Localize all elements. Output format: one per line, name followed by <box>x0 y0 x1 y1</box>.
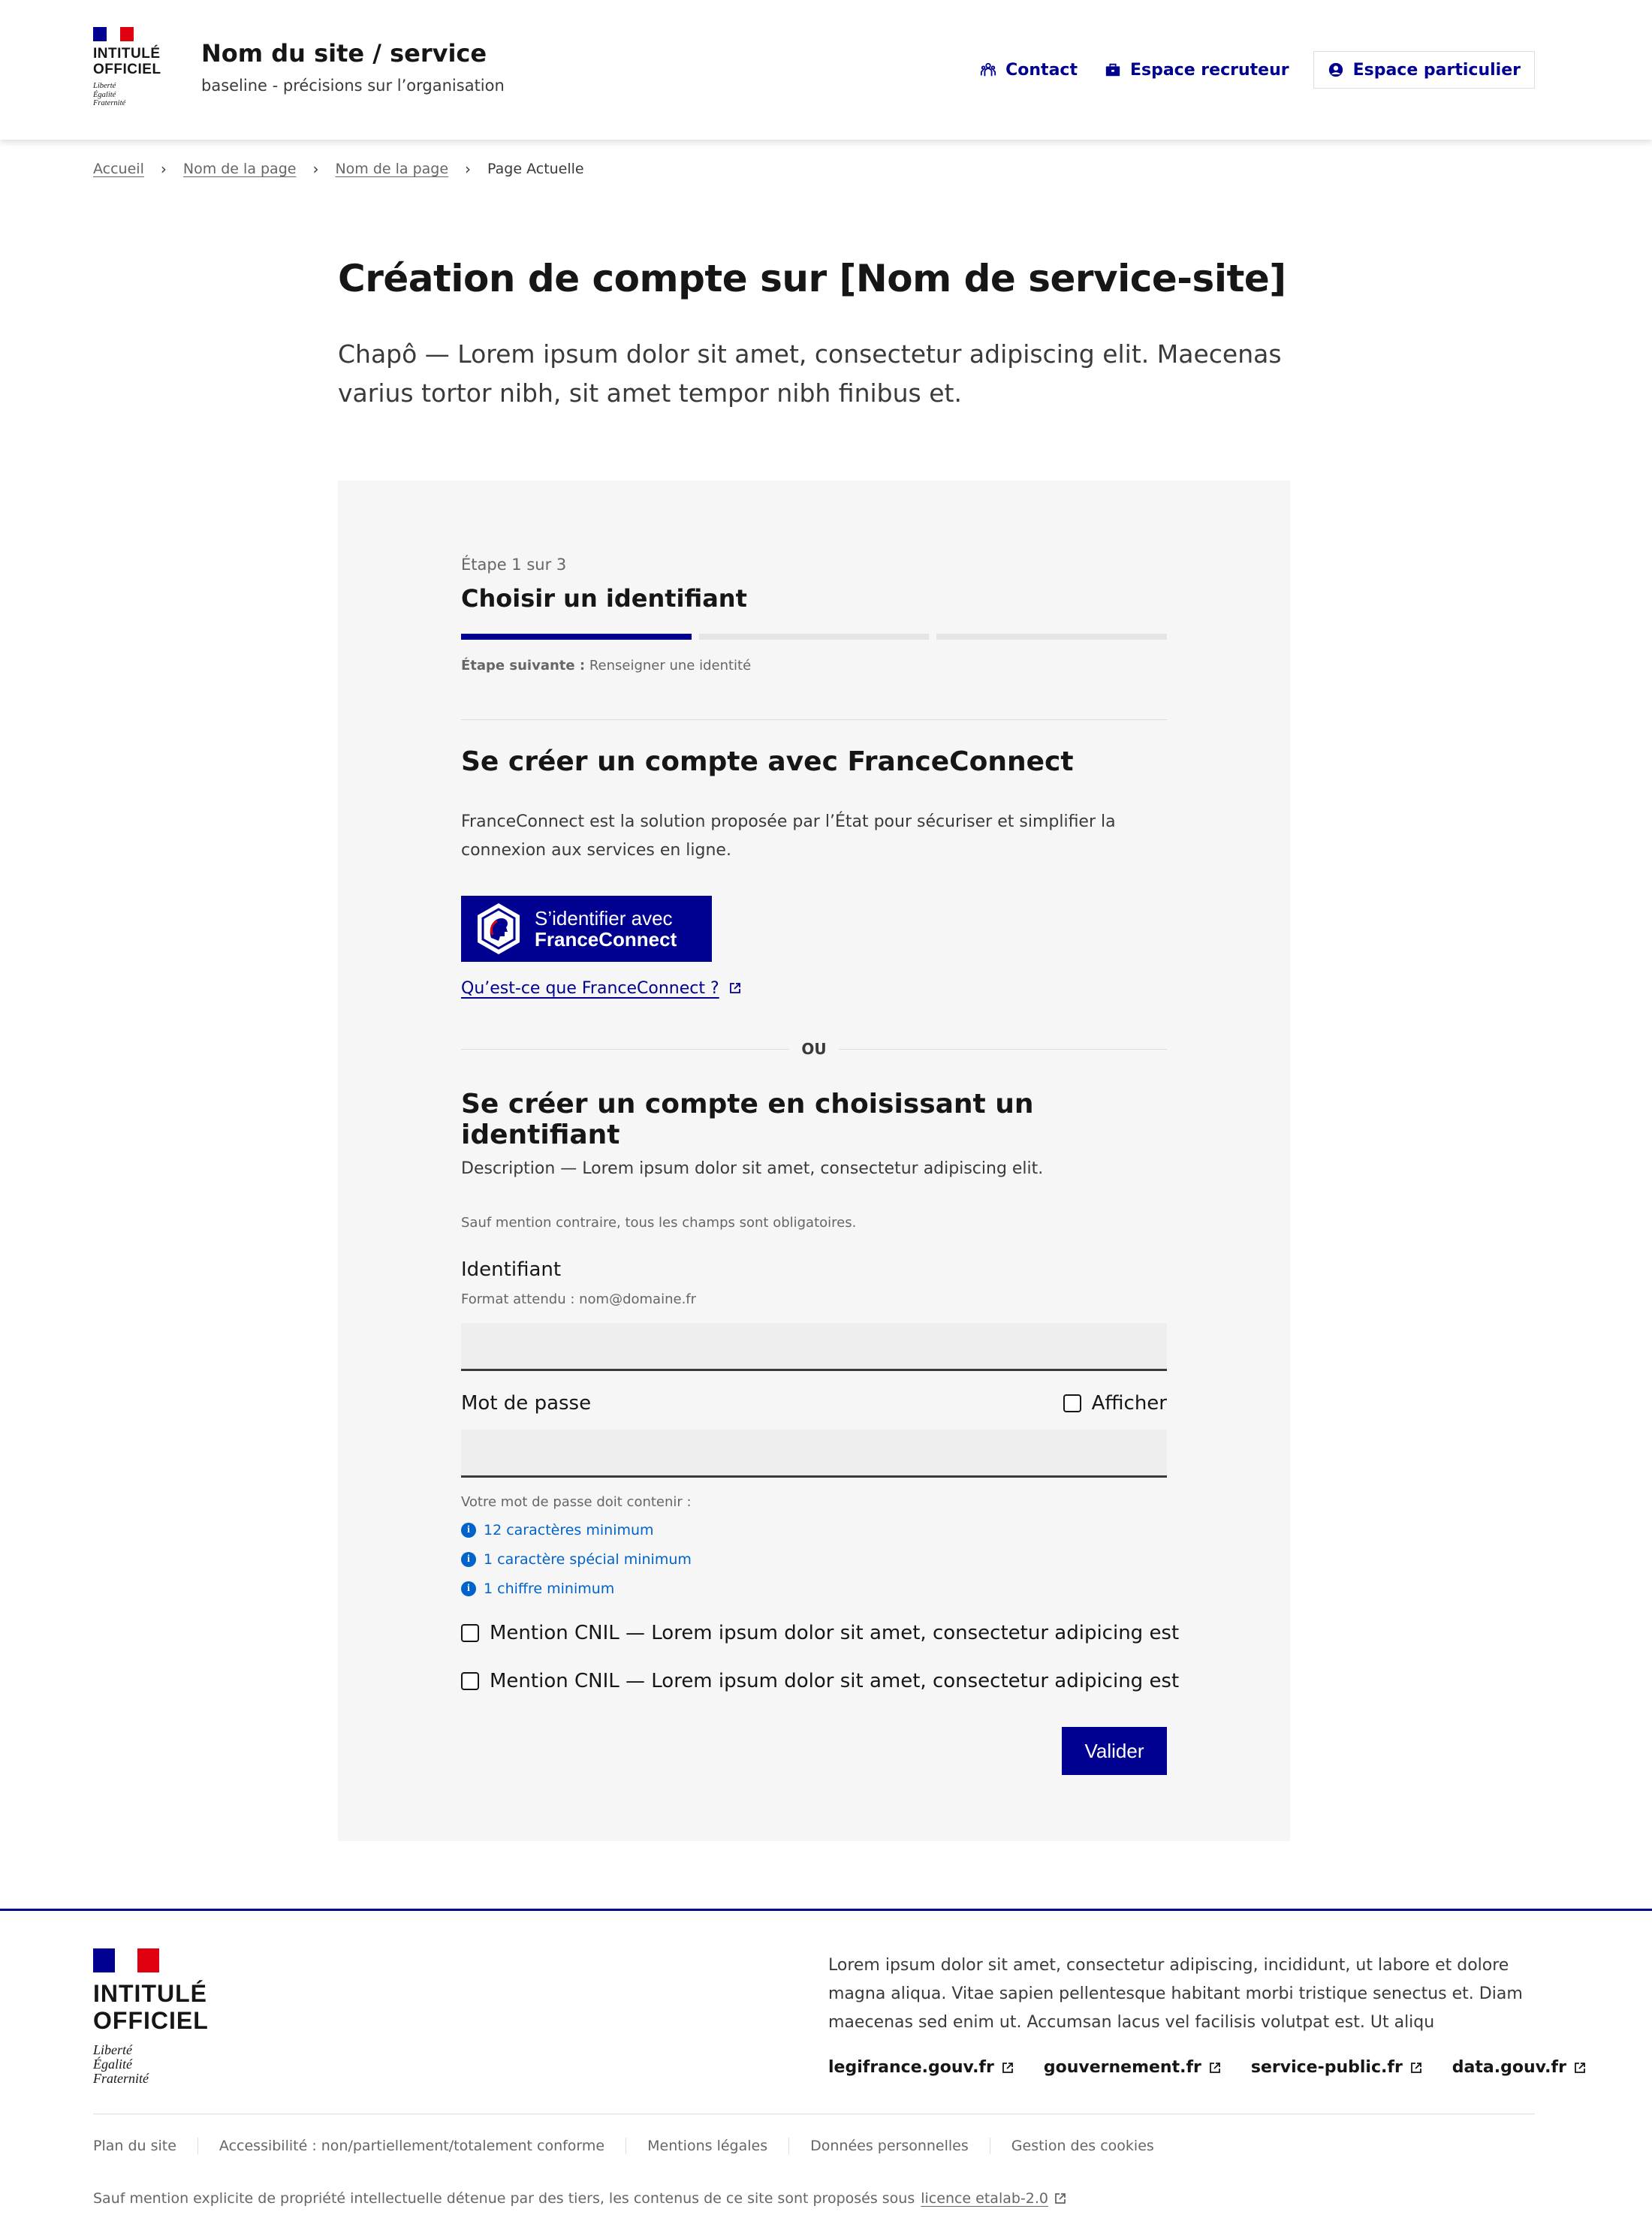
password-rule: i 12 caractères minimum <box>461 1522 654 1538</box>
separator <box>197 2138 198 2154</box>
separator-line <box>461 1049 789 1050</box>
step-count: Étape 1 sur 3 <box>461 556 567 574</box>
footer-link-legifrance[interactable]: legifrance.gouv.fr <box>828 2058 1014 2077</box>
breadcrumb <box>93 160 584 178</box>
info-icon: i <box>461 1523 476 1538</box>
service-tagline: baseline - précisions sur l’organisation <box>201 77 505 95</box>
recruiter-label: Espace recruteur <box>1129 60 1289 80</box>
footer-link-service-public[interactable]: service-public.fr <box>1251 2058 1422 2077</box>
site-header <box>0 0 1652 140</box>
separator-line <box>839 1049 1167 1050</box>
external-link-icon <box>1574 2062 1586 2074</box>
footer-accessibility-link[interactable]: Accessibilité : non/partiellement/totalement conforme <box>219 2138 605 2154</box>
logo-motto: Liberté Égalité Fraternité <box>93 82 126 107</box>
stepper-progress <box>461 634 1167 640</box>
flag-icon <box>93 1948 159 1972</box>
license-link[interactable]: licence etalab-2.0 <box>921 2190 1048 2207</box>
form-description: Description — Lorem ipsum dolor sit amet, consectetur adipiscing elit. <box>461 1159 1044 1178</box>
franceconnect-button-label: S’identifier avec FranceConnect <box>535 907 677 951</box>
footer-legal-link[interactable]: Mentions légales <box>647 2138 768 2154</box>
chevron-right-icon: › <box>465 160 472 178</box>
breadcrumb-current: Page Actuelle <box>487 161 584 177</box>
briefcase-icon <box>1105 62 1121 78</box>
flag-icon <box>93 27 134 41</box>
password-rules-title: Votre mot de passe doit contenir : <box>461 1494 692 1510</box>
or-separator <box>461 1038 1167 1060</box>
footer-logo-motto: Liberté Égalité Fraternité <box>93 2042 149 2086</box>
external-link-icon <box>1209 2062 1221 2074</box>
breadcrumb-level1[interactable]: Nom de la page <box>182 161 297 177</box>
password-label: Mot de passe <box>461 1392 592 1415</box>
identifier-label: Identifiant <box>461 1258 562 1281</box>
franceconnect-text: FranceConnect est la solution proposée par l’État pour sécuriser et simplifier la connexion aux services en ligne. <box>461 812 1116 860</box>
personal-space-button[interactable] <box>1313 51 1535 89</box>
identifier-heading: Se créer un compte en choisissant un identifiant <box>461 1089 1034 1150</box>
or-label: OU <box>801 1040 827 1058</box>
info-icon: i <box>461 1581 476 1596</box>
breadcrumb-level2[interactable]: Nom de la page <box>335 161 449 177</box>
footer-link-data-gouv[interactable]: data.gouv.fr <box>1452 2058 1586 2077</box>
footer-logo-title: INTITULÉ OFFICIEL <box>93 1980 209 2034</box>
show-password-toggle[interactable] <box>1063 1392 1167 1415</box>
stepper-segment <box>936 634 1167 640</box>
info-icon: i <box>461 1552 476 1567</box>
external-link-icon <box>1410 2062 1422 2074</box>
site-footer <box>0 1909 1652 2227</box>
next-step-value: Renseigner une identité <box>589 658 752 674</box>
cnil-consent-1[interactable] <box>461 1622 1179 1644</box>
password-rule: i 1 chiffre minimum <box>461 1581 614 1597</box>
cnil-checkbox-2[interactable] <box>461 1672 479 1690</box>
footer-license <box>93 2190 1066 2207</box>
contact-label: Contact <box>1005 60 1078 80</box>
stepper-segment <box>699 634 930 640</box>
step-title: Choisir un identifiant <box>461 584 747 613</box>
logo-title: INTITULÉ OFFICIEL <box>93 46 161 77</box>
franceconnect-heading: Se créer un compte avec FranceConnect <box>461 746 1074 777</box>
footer-cookies-link[interactable]: Gestion des cookies <box>1011 2138 1154 2154</box>
cnil-consent-2[interactable] <box>461 1670 1179 1692</box>
submit-button[interactable]: Valider <box>1062 1727 1167 1775</box>
footer-external-links <box>828 2058 1586 2077</box>
license-text: Sauf mention explicite de propriété intellectuelle détenue par des tiers, les contenus de ce site sont proposés sous <box>93 2190 915 2207</box>
account-creation-panel <box>338 481 1290 1841</box>
footer-link-gouvernement[interactable]: gouvernement.fr <box>1044 2058 1221 2077</box>
chevron-right-icon: › <box>160 160 167 178</box>
footer-personal-data-link[interactable]: Données personnelles <box>810 2138 969 2154</box>
page-lead: Chapô — Lorem ipsum dolor sit amet, consectetur adipiscing elit. Maecenas varius tortor nibh, sit amet tempor nibh finibus et. <box>338 339 1282 408</box>
breadcrumb-home[interactable]: Accueil <box>93 161 144 177</box>
show-password-checkbox[interactable] <box>1063 1394 1081 1412</box>
footer-republique-logo[interactable] <box>93 1948 209 2086</box>
next-step-label: Étape suivante : <box>461 658 586 674</box>
identifier-input[interactable] <box>461 1323 1167 1371</box>
team-icon <box>980 62 996 78</box>
recruiter-link[interactable] <box>1102 51 1292 89</box>
identifier-hint: Format attendu : nom@domaine.fr <box>461 1291 697 1307</box>
divider <box>461 719 1167 720</box>
cnil-label-2: Mention CNIL — Lorem ipsum dolor sit amet, consectetur adipicing est <box>490 1670 1180 1692</box>
account-circle-icon <box>1328 62 1344 78</box>
header-quick-links <box>977 51 1535 89</box>
password-rule: i 1 caractère spécial minimum <box>461 1551 692 1568</box>
cnil-checkbox-1[interactable] <box>461 1624 479 1642</box>
page-title: Création de compte sur [Nom de service-site] <box>338 257 1286 300</box>
footer-sitemap-link[interactable]: Plan du site <box>93 2138 176 2154</box>
franceconnect-info-link[interactable]: Qu’est-ce que FranceConnect ? <box>461 979 1167 998</box>
mandatory-notice: Sauf mention contraire, tous les champs sont obligatoires. <box>461 1215 857 1231</box>
stepper-segment <box>461 634 692 640</box>
external-link-icon <box>729 982 741 994</box>
republique-logo[interactable] <box>93 27 176 108</box>
show-password-label: Afficher <box>1091 1392 1167 1415</box>
password-input[interactable] <box>461 1430 1167 1478</box>
external-link-icon <box>1054 2192 1066 2204</box>
external-link-icon <box>1002 2062 1014 2074</box>
franceconnect-logo-icon <box>475 902 523 956</box>
footer-bottom-links <box>93 2138 1154 2154</box>
service-title[interactable]: Nom du site / service <box>201 39 487 68</box>
separator <box>788 2138 789 2154</box>
contact-link[interactable] <box>977 51 1081 89</box>
personal-space-label: Espace particulier <box>1352 60 1521 80</box>
footer-description: Lorem ipsum dolor sit amet, consectetur adipiscing, incididunt, ut labore et dolore magna aliqua. Vitae sapien pellentesque habitant morbi tristique senectus et. Diam maecenas sed enim ut. Accumsan lacus vel facilisis volutpat est. Ut aliqu <box>828 1956 1523 2032</box>
next-step <box>461 658 1167 674</box>
franceconnect-button[interactable] <box>461 896 712 962</box>
chevron-right-icon: › <box>312 160 319 178</box>
cnil-label-1: Mention CNIL — Lorem ipsum dolor sit amet, consectetur adipicing est <box>490 1622 1180 1644</box>
